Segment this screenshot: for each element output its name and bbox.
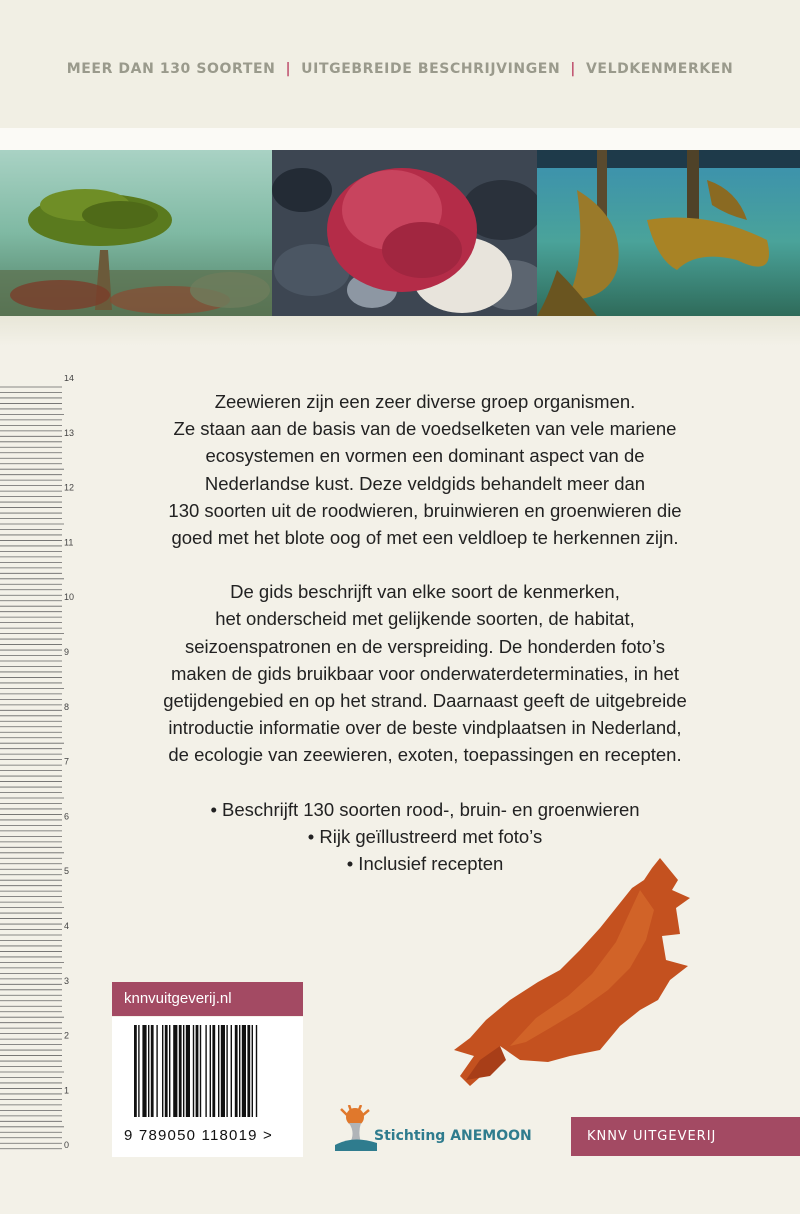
website-label: knnvuitgeverij.nl — [112, 982, 303, 1016]
publisher-label: KNNV UITGEVERIJ — [571, 1117, 800, 1156]
isbn-number: 9 789050 118019 > — [124, 1127, 273, 1144]
list-item: • Inclusief recepten — [346, 853, 504, 875]
ruler-label: 1 — [64, 1085, 70, 1096]
ruler-label: 11 — [64, 537, 74, 548]
red-seaweed-image — [440, 850, 700, 1100]
ruler-label: 14 — [64, 375, 75, 383]
list-item: • Rijk geïllustreerd met foto’s — [307, 825, 543, 847]
ruler-label: 5 — [64, 866, 70, 877]
partner-name: Stichting ANEMOON — [374, 1128, 532, 1144]
ruler-label: 3 — [64, 975, 70, 986]
ruler-label: 6 — [64, 811, 70, 822]
tagline-item-1: MEER DAN 130 SOORTEN — [66, 61, 276, 77]
ruler-label: 2 — [64, 1030, 70, 1041]
ruler-label: 8 — [64, 701, 70, 712]
ruler-label: 13 — [64, 427, 75, 438]
divider-band — [0, 128, 800, 150]
photo-strip — [0, 150, 800, 316]
ruler-label: 4 — [64, 921, 70, 931]
measuring-ruler — [0, 375, 75, 1155]
tagline-separator: | — [285, 61, 292, 77]
ruler-label: 7 — [64, 756, 70, 767]
ruler-label: 10 — [64, 592, 75, 603]
tagline-item-2: UITGEBREIDE BESCHRIJVINGEN — [301, 61, 561, 77]
photo-strip-shadow — [0, 316, 800, 346]
barcode — [112, 1017, 303, 1157]
list-item: • Beschrijft 130 soorten rood-, bruin- en groenwieren — [210, 798, 640, 820]
tagline-separator: | — [570, 61, 576, 77]
ruler-label: 9 — [64, 647, 70, 657]
ruler-label: 12 — [64, 482, 75, 493]
tagline-item-3: VELDKENMERKEN — [586, 61, 734, 77]
paragraph-intro: Zeewieren zijn een zeer diverse groep organismen. Ze staan aan de basis van de voedselketen van vele mariene ecosystemen en vormen een dominant aspect van de Nederlandse kust. Deze veldgids behandelt meer dan 130 soorten uit de roodwieren, bruinwieren en groenwieren die goed met het blote oog of met een veldloep te herkennen zijn. — [168, 391, 682, 549]
barcode-icon — [134, 1025, 294, 1125]
paragraph-details: De gids beschrijft van elke soort de kenmerken, het onderscheid met gelijkende soorten, de habitat, seizoenspatronen en de verspreiding. De honderden foto’s maken de gids bruikbaar voor onderwaterdeterminaties, in het getijdengebied en op het strand. Daarnaast geeft de uitgebreide introductie informatie over de beste vindplaatsen in Nederland, de ecologie van zeewieren, exoten, toepassingen en recepten. — [163, 581, 687, 766]
seaweed-tree-photo — [0, 150, 272, 316]
red-algae-photo — [272, 150, 537, 316]
description — [125, 388, 725, 877]
kelp-photo — [537, 150, 800, 316]
tagline — [0, 61, 800, 77]
ruler-label: 0 — [64, 1140, 70, 1151]
